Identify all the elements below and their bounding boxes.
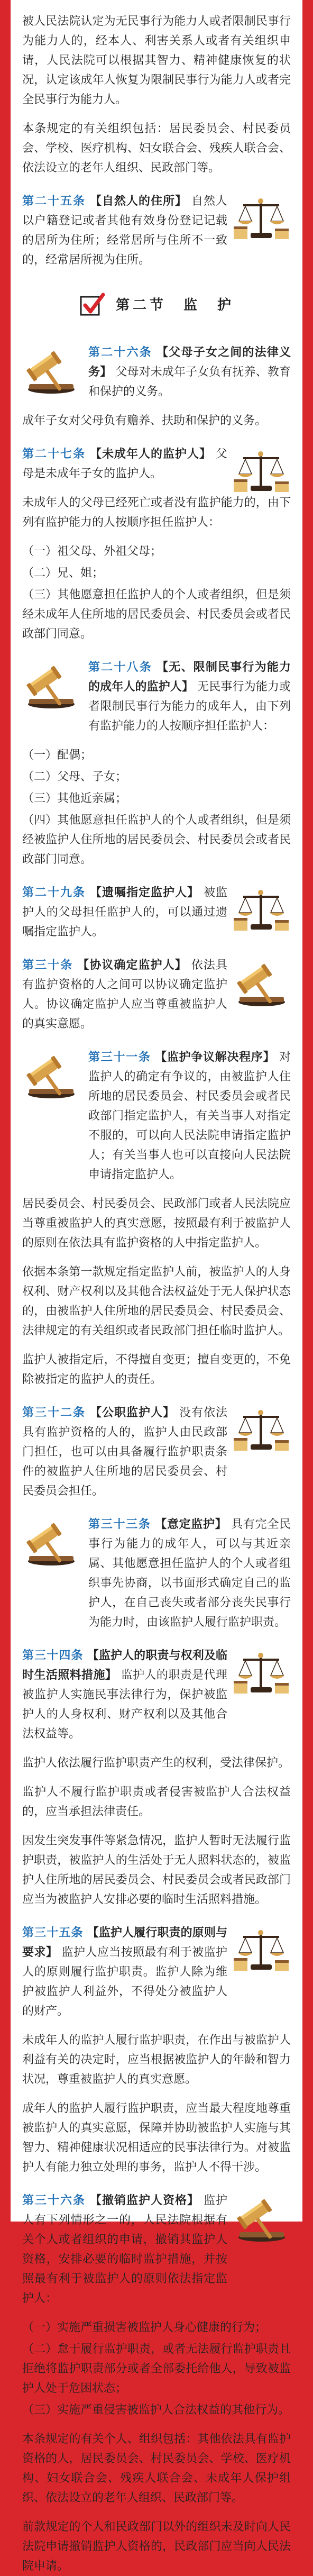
article-26: [22, 343, 291, 402]
gavel-icon: [22, 347, 80, 395]
article-36-paragraph-2: 本条规定的有关个人、组织包括：其他依法具有监护资格的人，居民委员会、村民委员会、学校、医疗机构、妇女联合会、残疾人联合会、未成年人保护组织、依法设立的老年人组织、民政部门等。: [22, 2433, 291, 2505]
list-item: （一）配偶；: [22, 749, 93, 762]
article-35: [22, 1923, 291, 2021]
checkbox-icon: [79, 292, 106, 319]
article-29: [22, 883, 291, 942]
article-number: 第三十条: [22, 959, 73, 972]
article-text: 被监护人的父母担任监护人的，可以通过遗嘱指定监护人。: [22, 886, 227, 939]
article-33: [22, 1515, 291, 1632]
scales-of-justice-icon: [233, 1650, 291, 1698]
article-34-paragraph-3: 监护人不履行监护职责或者侵害被监护人合法权益的，应当承担法律责任。: [22, 1786, 291, 1818]
article-text: 父母对未成年子女负有抚养、教育和保护的义务。: [88, 366, 291, 398]
article-title: 【意定监护】: [155, 1518, 227, 1531]
article-text: 监护人有下列情形之一的，人民法院根据有关个人或者组织的申请，撤销其监护人资格，安排必要的临时监护措施，并按照最有利于被监护人的原则依法指定监护人：: [22, 2194, 227, 2305]
article-25: [22, 192, 291, 270]
list-item: （二）父母、子女；: [22, 770, 127, 784]
article-title: 【未成年人的监护人】: [90, 448, 211, 461]
article-number: 第二十七条: [22, 448, 86, 461]
article-36-paragraph-3: 前款规定的个人和民政部门以外的组织未及时向人民法院申请撤销监护人资格的，民政部门应当向人民法院申请。: [22, 2520, 291, 2573]
gavel-icon: [233, 960, 291, 1007]
article-title: 【公职监护人】: [90, 1406, 175, 1419]
article-number: 第三十五条: [22, 1926, 84, 1940]
article-text: 具有完全民事行为能力的成年人，可以与其近亲属、其他愿意担任监护人的个人或者组织事先协商，以书面形式确定自己的监护人，在自己丧失或者部分丧失民事行为能力时，由该监护人履行监护职责。: [88, 1518, 291, 1629]
article-31-paragraph-2: 居民委员会、村民委员会、民政部门或者人民法院应当尊重被监护人的真实意愿，按照最有利于被监护人的原则在依法具有监护资格的人中指定监护人。: [22, 1197, 291, 1250]
article-26-paragraph-2: 成年子女对父母负有赡养、扶助和保护的义务。: [22, 414, 267, 427]
article-28-list: [22, 745, 291, 869]
page: [11, 0, 302, 2573]
article-text: 监护人的职责是代理被监护人实施民事法律行为，保护被监护人的人身权利、财产权利以及其他合法权益等。: [22, 1669, 227, 1741]
article-36-list: [22, 2318, 291, 2420]
article-31-paragraph-4: 监护人被指定后，不得擅自变更；擅自变更的，不免除被指定的监护人的责任。: [22, 1353, 291, 1386]
article-35-paragraph-2: 未成年人的监护人履行监护职责，在作出与被监护人利益有关的决定时，应当根据被监护人的年龄和智力状况，尊重被监护人的真实意愿。: [22, 2034, 291, 2086]
list-item: （二）兄、姐；: [22, 567, 104, 580]
article-36: [22, 2191, 291, 2308]
article-title: 【父母子女之间的法律义务】: [88, 346, 291, 379]
article-text: 对监护人的确定有争议的，由被监护人住所地的居民委员会、村民委员会或者民政部门指定监护人，有关当事人对指定不服的，可以向人民法院申请指定监护人；有关当事人也可以直接向人民法院申请指定监护人。: [88, 1051, 291, 1181]
article-text: 无民事行为能力或者限制民事行为能力的成年人，由下列有监护能力的人按顺序担任监护人：: [88, 680, 291, 733]
gavel-icon: [22, 1052, 80, 1099]
scales-of-justice-icon: [233, 449, 291, 496]
article-31-paragraph-3: 依据本条第一款规定指定监护人前，被监护人的人身权利、财产权利以及其他合法权益处于无人保护状态的，由被监护人住所地的居民委员会、村民委员会、法律规定的有关组织或者民政部门担任临时监护人。: [22, 1266, 291, 1337]
article-text: 监护人应当按照最有利于被监护人的原则履行监护职责。监护人除为维护被监护人利益外，不得处分被监护人的财产。: [22, 1946, 227, 2018]
article-title: 【监护人履行职责的原则与要求】: [22, 1926, 227, 1959]
article-34-paragraph-4: 因发生突发事件等紧急情况，监护人暂时无法履行监护职责，被监护人的生活处于无人照料状态的，被监护人住所地的居民委员会、村民委员会或者民政部门应当为被监护人安排必要的临时生活照料措施。: [22, 1834, 291, 1906]
scales-of-justice-icon: [233, 1927, 291, 1975]
article-text: 依法具有监护资格的人之间可以协议确定监护人。协议确定监护人应当尊重被监护人的真实意愿。: [22, 959, 227, 1031]
article-number: 第二十五条: [22, 195, 86, 208]
article-number: 第三十三条: [88, 1518, 151, 1531]
article-32: [22, 1403, 291, 1501]
section-title: 第二节 监 护: [115, 297, 234, 313]
article-34-paragraph-2: 监护人依法履行监护职责产生的权利，受法律保护。: [22, 1756, 290, 1770]
article-35-paragraph-3: 成年人的监护人履行监护职责，应当最大程度地尊重被监护人的真实意愿，保障并协助被监护人实施与其智力、精神健康状况相适应的民事法律行为。对被监护人有能力独立处理的事务，监护人不得干涉。: [22, 2102, 291, 2174]
list-item: （三）其他近亲属；: [22, 792, 127, 805]
article-34: [22, 1646, 291, 1744]
article-27-paragraph-2: 未成年人的父母已经死亡或者没有监护能力的，由下列有监护能力的人按顺序担任监护人：: [22, 496, 291, 529]
section-header: [22, 281, 291, 329]
article-28: [22, 658, 291, 736]
list-item: （一）实施严重损害被监护人身心健康的行为；: [22, 2321, 267, 2334]
scales-of-justice-icon: [233, 196, 291, 243]
article-30: [22, 955, 291, 1034]
article-title: 【协议确定监护人】: [77, 959, 187, 972]
article-number: 第三十四条: [22, 1649, 84, 1662]
article-27: [22, 444, 291, 484]
gavel-icon: [22, 662, 80, 709]
list-item: （二）怠于履行监护职责，或者无法履行监护职责且拒绝将监护职责部分或者全部委托给他人，导致被监护人处于危困状态；: [22, 2343, 291, 2395]
article-text: 父母是未成年子女的监护人。: [22, 448, 227, 480]
article-number: 第三十六条: [22, 2194, 86, 2207]
intro-paragraph-1: 被人民法院认定为无民事行为能力人或者限制民事行为能力人的，经本人、利害关系人或者有关组织申请，人民法院可以根据其智力、精神健康恢复的状况，认定该成年人恢复为限制民事行为能力人或者完全民事行为能力人。: [22, 15, 291, 106]
article-title: 【遗嘱指定监护人】: [90, 886, 199, 899]
article-number: 第二十六条: [88, 346, 152, 359]
list-item: （三）实施严重侵害被监护人合法权益的其他行为。: [22, 2404, 290, 2417]
article-number: 第二十八条: [88, 661, 152, 674]
list-item: （四）其他愿意担任监护人的个人或者组织，但是须经被监护人住所地的居民委员会、村民委员会或者民政部门同意。: [22, 814, 291, 866]
article-31: [22, 1048, 291, 1185]
article-title: 【监护争议解决程序】: [155, 1051, 275, 1064]
article-number: 第三十二条: [22, 1406, 86, 1419]
intro-paragraph-2: 本条规定的有关组织包括：居民委员会、村民委员会、学校、医疗机构、妇女联合会、残疾人联合会、依法设立的老年人组织、民政部门等。: [22, 122, 291, 175]
article-title: 【无、限制民事行为能力的成年人的监护人】: [88, 661, 291, 694]
article-27-list: [22, 542, 291, 644]
article-text: 自然人以户籍登记或者其他有效身份登记记载的居所为住所；经常居所与住所不一致的，经常居所视为住所。: [22, 195, 227, 267]
list-item: （三）其他愿意担任监护人的个人或者组织，但是须经未成年人住所地的居民委员会、村民委员会或者民政部门同意。: [22, 588, 291, 641]
article-number: 第二十九条: [22, 886, 86, 899]
article-text: 没有依法具有监护资格的人的，监护人由民政部门担任，也可以由具备履行监护职责条件的被监护人住所地的居民委员会、村民委员会担任。: [22, 1406, 227, 1498]
article-title: 【自然人的住所】: [90, 195, 187, 208]
list-item: （一）祖父母、外祖父母；: [22, 545, 162, 558]
gavel-icon: [22, 1519, 80, 1567]
scales-of-justice-icon: [233, 887, 291, 935]
article-number: 第三十一条: [88, 1051, 151, 1064]
article-title: 【监护人的职责与权利及临时生活照料措施】: [22, 1649, 227, 1682]
scales-of-justice-icon: [233, 1407, 291, 1455]
gavel-icon: [233, 2195, 291, 2243]
article-title: 【撤销监护人资格】: [90, 2194, 199, 2207]
